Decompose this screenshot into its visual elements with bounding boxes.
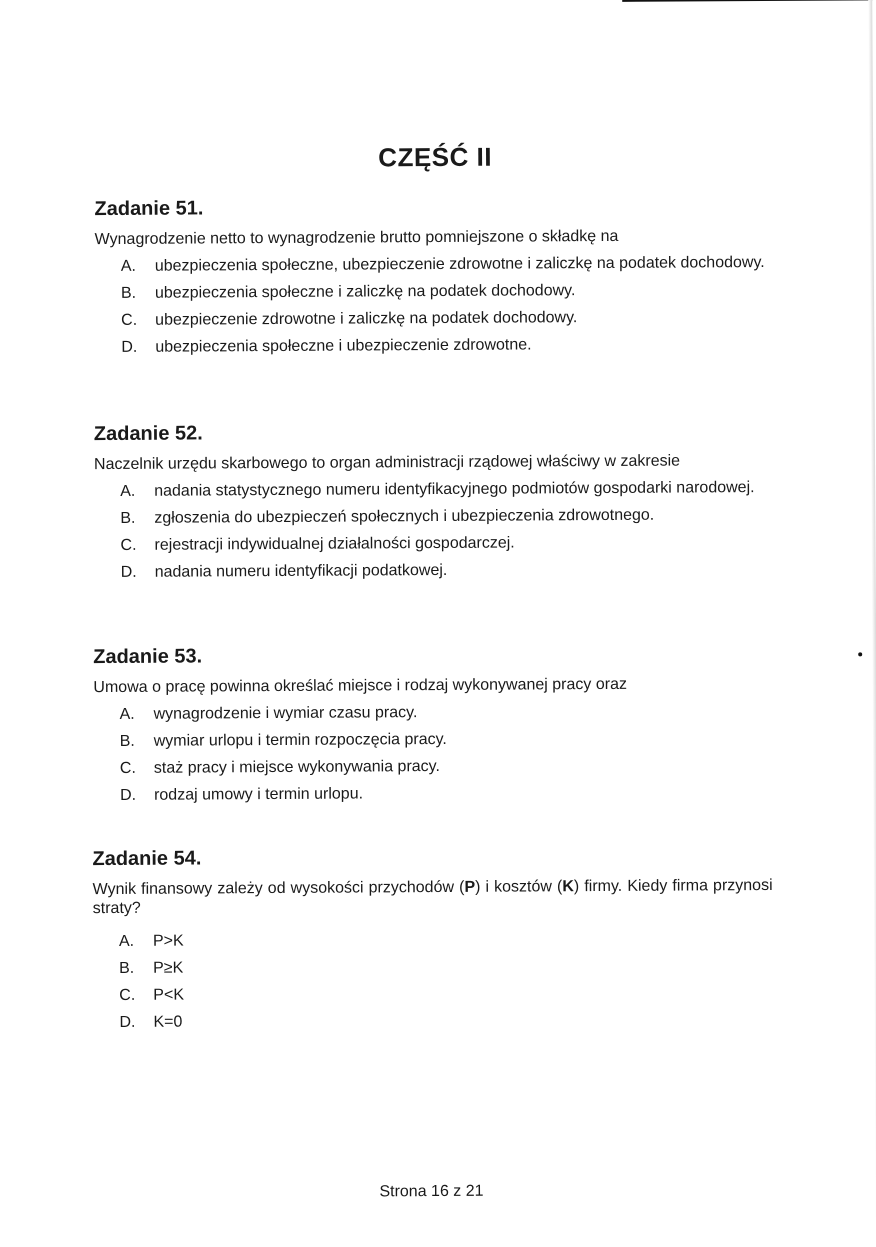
answer-list [93,928,784,1032]
answer-text: staż pracy i miejsce wykonywania pracy. [153,757,440,777]
answer-text: nadania statystycznego numeru identyfikacyjnego podmiotów gospodarki narodowej. [154,479,755,500]
answer-letter: B. [119,959,135,977]
answer-letter: A. [120,482,136,500]
answer-letter: B. [119,732,135,750]
task-51 [94,194,785,365]
scan-edge-right [868,0,876,1241]
answer-option-c[interactable] [120,532,784,555]
part-title: CZĘŚĆ II [378,141,493,173]
symbol-k: K [562,878,574,896]
answer-text: ubezpieczenie zdrowotne i zaliczkę na podatek dochodowy. [155,309,578,329]
scan-speck [858,652,862,656]
answer-text: P<K [153,986,185,1004]
answer-option-c[interactable] [120,755,784,778]
answer-text: ubezpieczenia społeczne i zaliczkę na podatek dochodowy. [154,282,576,302]
answer-option-b[interactable] [120,728,784,751]
task-question [93,876,773,918]
answer-list [94,478,785,582]
answer-option-c[interactable] [119,982,783,1005]
page-number: Strona 16 z 21 [379,1182,484,1201]
answer-text: P>K [152,932,184,950]
answer-text: nadania numeru identyfikacji podatkowej. [154,561,448,581]
task-title: Zadanie 53. [93,645,203,669]
answer-option-c[interactable] [121,307,785,330]
answer-list [94,701,785,805]
answer-option-d[interactable] [120,782,784,805]
answer-text: rejestracji indywidualnej działalności gospodarczej. [154,534,515,554]
question-text-part: Wynik finansowy zależy od wysokości przychodów ( [92,878,465,899]
answer-letter: C. [121,311,138,329]
answer-letter: B. [120,284,137,302]
task-title: Zadanie 54. [92,847,202,871]
answer-text: ubezpieczenia społeczne i ubezpieczenie zdrowotne. [155,336,532,356]
answer-option-d[interactable] [121,559,785,582]
answer-option-d[interactable] [121,334,785,357]
answer-letter: C. [119,759,136,777]
answer-letter: D. [120,563,137,581]
task-question: Wynagrodzenie netto to wynagrodzenie brutto pomniejszone o składkę na [94,227,619,249]
answer-option-a[interactable] [119,928,783,951]
answer-letter: C. [120,536,137,554]
scan-edge-top [622,0,872,2]
answer-letter: B. [120,509,136,527]
question-text-part: ) i kosztów ( [475,878,563,896]
question-text-part: ) firmy. Kiedy firma przynosi straty? [92,876,773,918]
task-52 [94,419,785,590]
task-54 [92,844,783,1040]
answer-letter: D. [120,786,137,804]
answer-text: zgłoszenia do ubezpieczeń społecznych i ubezpieczenia zdrowotnego. [154,506,655,527]
task-title: Zadanie 52. [93,422,203,446]
answer-option-d[interactable] [119,1009,783,1032]
answer-option-b[interactable] [119,955,783,978]
answer-text: K=0 [153,1013,183,1031]
task-question: Naczelnik urzędu skarbowego to organ administracji rządowej właściwy w zakresie [93,452,681,474]
answer-letter: A. [120,257,136,275]
task-title: Zadanie 51. [94,197,204,221]
task-53 [93,642,784,813]
answer-text: wynagrodzenie i wymiar czasu pracy. [153,704,418,723]
answer-option-a[interactable] [121,253,785,276]
answer-letter: A. [118,932,135,950]
answer-text: wymiar urlopu i termin rozpoczęcia pracy. [153,730,447,750]
answer-text: ubezpieczenia społeczne, ubezpieczenie zdrowotne i zaliczkę na podatek dochodowy. [154,253,765,275]
answer-option-a[interactable] [120,478,784,501]
answer-letter: C. [119,986,136,1004]
symbol-p: P [464,878,476,896]
answer-text: rodzaj umowy i termin urlopu. [154,785,364,804]
answer-letter: A. [119,705,135,723]
answer-list [95,253,786,357]
answer-option-b[interactable] [120,505,784,528]
task-question: Umowa o pracę powinna określać miejsce i rodzaj wykonywanej pracy oraz [93,675,627,697]
answer-option-a[interactable] [120,701,784,724]
answer-letter: D. [121,338,138,356]
answer-text: P≥K [153,959,184,977]
answer-letter: D. [119,1013,136,1031]
answer-option-b[interactable] [121,280,785,303]
